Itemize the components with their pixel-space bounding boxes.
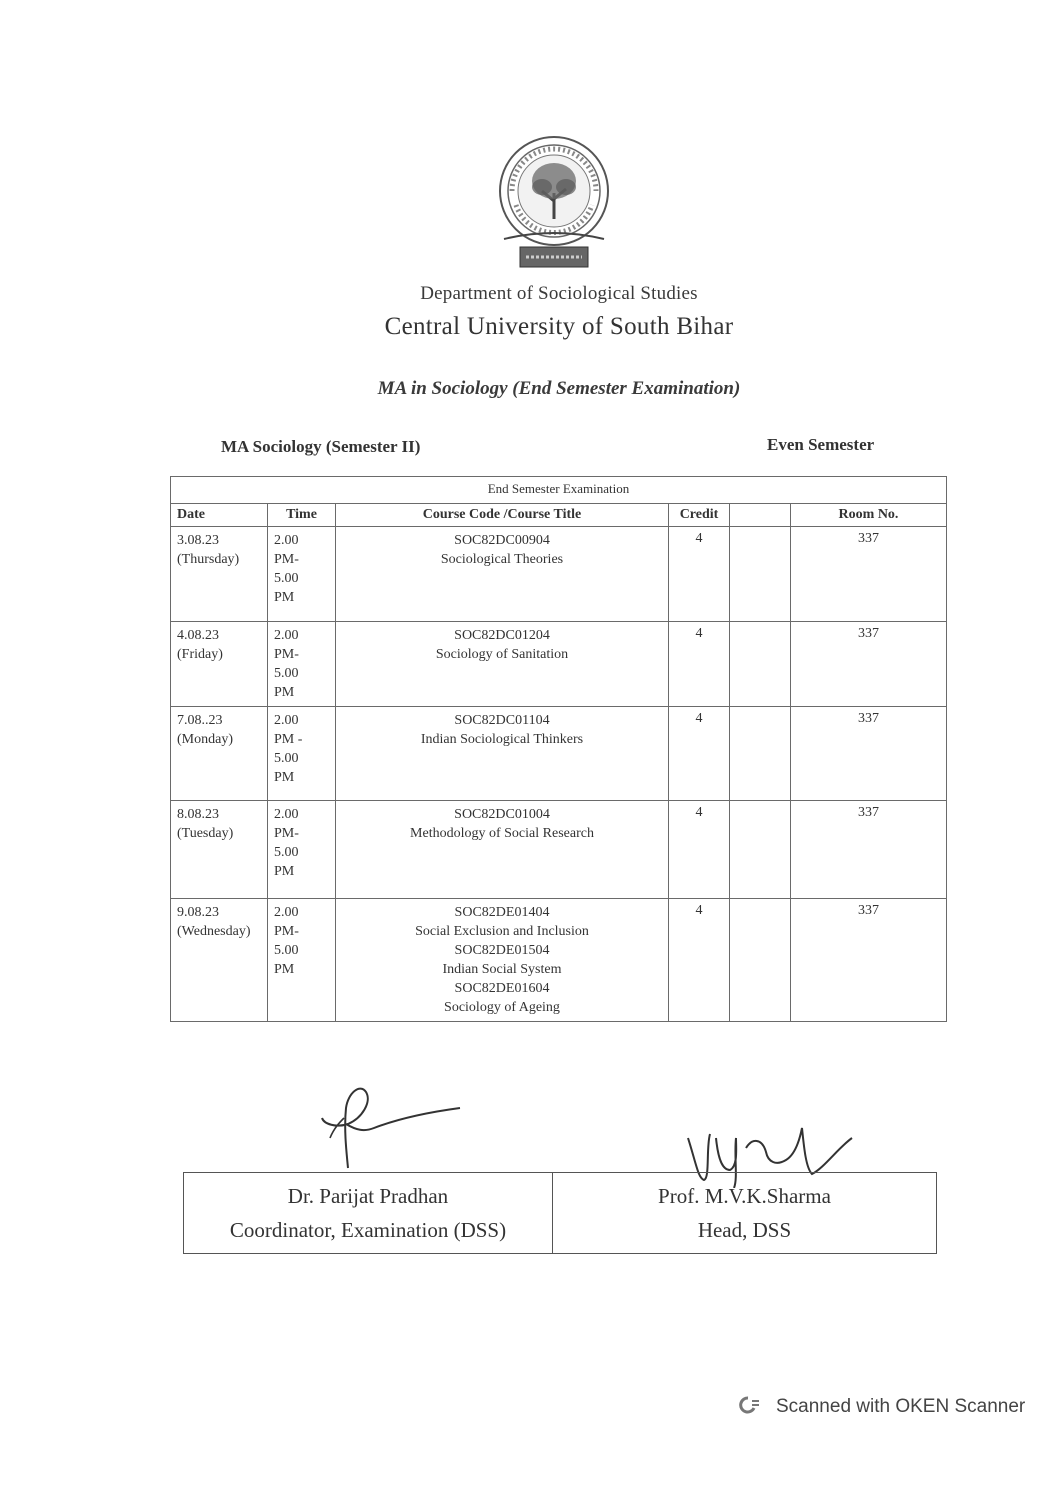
course-code: SOC82DC00904 (454, 533, 550, 548)
course-cell (336, 899, 669, 1022)
course-title: Indian Sociological Thinkers (420, 732, 584, 747)
course-title: Methodology of Social Research (410, 826, 594, 841)
room-cell: 337 (791, 527, 947, 622)
exam-date: 4.08.23 (177, 628, 219, 643)
coordinator-role: Coordinator, Examination (DSS) (229, 1218, 507, 1242)
coordinator-signature (300, 1078, 470, 1173)
course-title: Sociology of Sanitation (435, 647, 569, 662)
room-cell: 337 (791, 899, 947, 1022)
exam-time-part: PM- (274, 552, 299, 567)
credit-cell: 4 (669, 622, 730, 707)
exam-time-part: 5.00 (274, 571, 299, 586)
university-name: Central University of South Bihar (384, 313, 734, 340)
table-caption: End Semester Examination (171, 477, 947, 504)
semester-type: Even Semester (767, 435, 875, 454)
course-title: Sociology of Ageing (444, 1000, 560, 1015)
blank-cell (730, 622, 791, 707)
exam-time-cell (268, 899, 336, 1022)
exam-time-part: 5.00 (274, 943, 299, 958)
table-row (171, 622, 947, 707)
head-block (552, 1173, 936, 1254)
column-header-date: Date (171, 504, 268, 527)
exam-time-part: PM (274, 962, 295, 977)
exam-date: 8.08.23 (177, 807, 219, 822)
exam-date-cell (171, 801, 268, 899)
scanner-logo-icon (738, 1396, 760, 1414)
course-cell (336, 707, 669, 801)
exam-time-part: PM (274, 685, 295, 700)
room-cell: 337 (791, 622, 947, 707)
exam-time-part: 2.00 (274, 905, 299, 920)
table-row (171, 899, 947, 1022)
exam-date-cell (171, 527, 268, 622)
exam-time-cell (268, 527, 336, 622)
exam-time-part: PM (274, 770, 295, 785)
course-code: SOC82DC01104 (454, 713, 550, 728)
room-cell: 337 (791, 801, 947, 899)
coordinator-block (184, 1173, 553, 1254)
exam-time-cell (268, 707, 336, 801)
blank-cell (730, 707, 791, 801)
exam-day: (Friday) (177, 647, 223, 662)
credit-cell: 4 (669, 527, 730, 622)
coordinator-name: Dr. Parijat Pradhan (287, 1184, 449, 1208)
exam-time-part: 5.00 (274, 666, 299, 681)
exam-time-part: PM (274, 864, 295, 879)
column-header-time: Time (268, 504, 336, 527)
table-caption-row (171, 477, 947, 504)
exam-time-part: PM- (274, 924, 299, 939)
course-code: SOC82DC01004 (454, 807, 550, 822)
exam-day: (Tuesday) (177, 826, 234, 841)
exam-time-part: PM - (274, 732, 303, 747)
credit-cell: 4 (669, 707, 730, 801)
signature-table (183, 1172, 937, 1254)
room-cell: 337 (791, 707, 947, 801)
exam-time-part: PM- (274, 647, 299, 662)
exam-day: (Monday) (177, 732, 233, 747)
exam-date-cell (171, 622, 268, 707)
course-cell (336, 527, 669, 622)
exam-time-cell (268, 622, 336, 707)
exam-time-part: PM- (274, 826, 299, 841)
credit-cell: 4 (669, 801, 730, 899)
head-role: Head, DSS (697, 1218, 792, 1242)
exam-time-part: PM (274, 590, 295, 605)
exam-date-cell (171, 707, 268, 801)
exam-schedule-table (170, 476, 947, 1022)
blank-cell (730, 899, 791, 1022)
programme-title: MA in Sociology (End Semester Examination) (377, 378, 741, 399)
department-name: Department of Sociological Studies (420, 283, 698, 304)
exam-date-cell (171, 899, 268, 1022)
course-cell (336, 622, 669, 707)
exam-date: 9.08.23 (177, 905, 219, 920)
exam-time-part: 5.00 (274, 751, 299, 766)
course-cell (336, 801, 669, 899)
table-header-row (171, 504, 947, 527)
course-code: SOC82DE01504 (454, 943, 550, 958)
exam-day: (Wednesday) (177, 924, 251, 939)
column-header-blank (730, 504, 791, 527)
scanner-text: Scanned with OKEN Scanner (776, 1396, 1026, 1417)
course-title: Indian Social System (442, 962, 562, 977)
blank-cell (730, 801, 791, 899)
column-header-credit: Credit (669, 504, 730, 527)
course-code: SOC82DE01604 (454, 981, 550, 996)
scanner-footer (738, 1396, 1025, 1418)
table-row (171, 707, 947, 801)
exam-time-part: 2.00 (274, 533, 299, 548)
course-title: Social Exclusion and Inclusion (415, 924, 589, 939)
table-row (171, 801, 947, 899)
exam-time-cell (268, 801, 336, 899)
exam-time-part: 2.00 (274, 807, 299, 822)
semester-label: MA Sociology (Semester II) (221, 437, 421, 456)
course-code: SOC82DC01204 (454, 628, 550, 643)
table-row (171, 527, 947, 622)
exam-time-part: 5.00 (274, 845, 299, 860)
university-seal-icon (498, 135, 610, 275)
exam-time-part: 2.00 (274, 713, 299, 728)
blank-cell (730, 527, 791, 622)
exam-day: (Thursday) (177, 552, 240, 567)
course-title: Sociological Theories (440, 552, 564, 567)
credit-cell: 4 (669, 899, 730, 1022)
course-code: SOC82DE01404 (454, 905, 550, 920)
column-header-room: Room No. (791, 504, 947, 527)
exam-date: 3.08.23 (177, 533, 219, 548)
exam-date: 7.08..23 (177, 713, 223, 728)
head-name: Prof. M.V.K.Sharma (658, 1184, 831, 1208)
exam-time-part: 2.00 (274, 628, 299, 643)
column-header-course: Course Code /Course Title (336, 504, 669, 527)
